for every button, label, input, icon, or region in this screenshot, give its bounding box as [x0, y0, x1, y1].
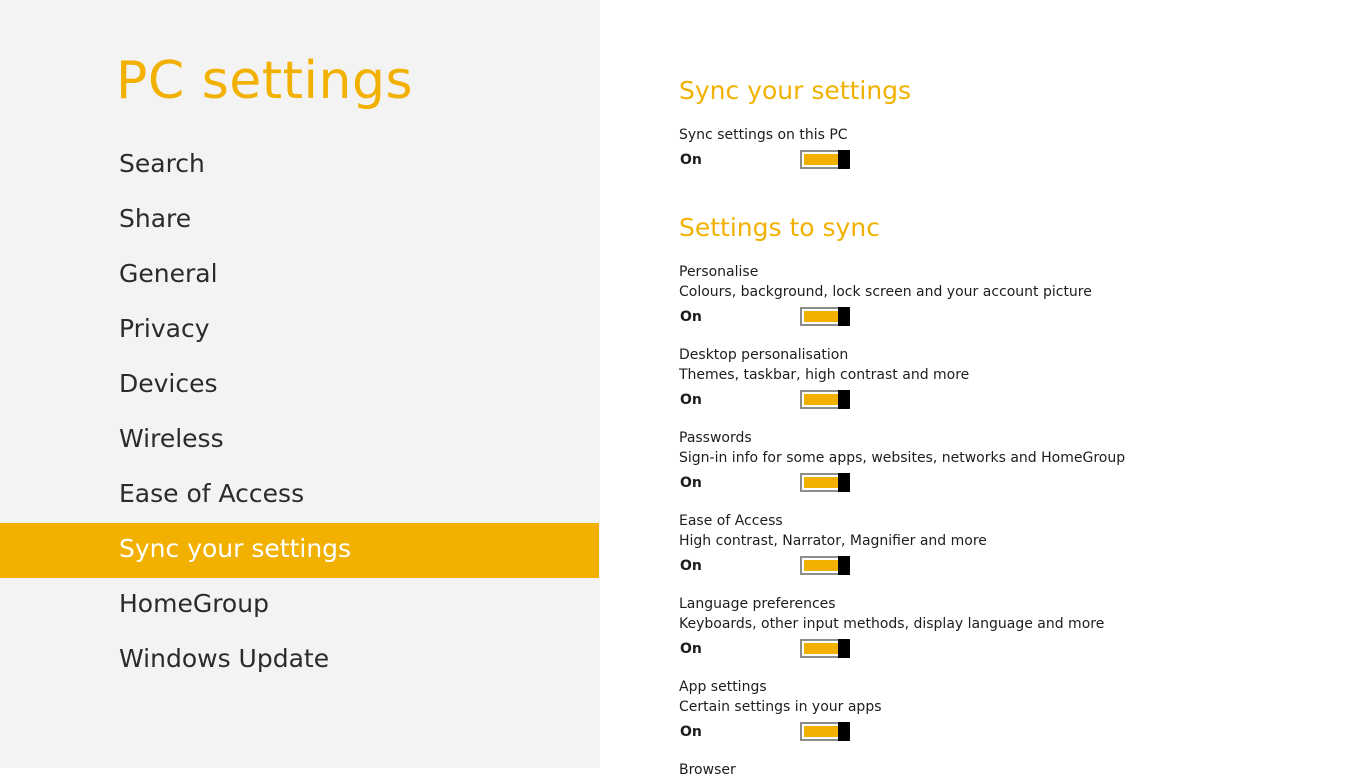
- setting-title: App settings: [679, 679, 767, 695]
- setting-title: Desktop personalisation: [679, 347, 849, 363]
- sidebar-item-devices[interactable]: Devices: [119, 369, 218, 398]
- toggle-fill: [804, 394, 838, 405]
- toggle-state-label: On: [680, 641, 702, 657]
- passwords-setting: [679, 428, 1319, 498]
- toggle-fill: [804, 311, 838, 322]
- ease-of-access-toggle[interactable]: [800, 556, 850, 575]
- sync-settings-toggle[interactable]: [800, 150, 850, 169]
- sidebar-item-sync-your-settings[interactable]: Sync your settings: [0, 523, 599, 578]
- toggle-row: [679, 385, 1319, 415]
- personalise-setting: [679, 262, 1319, 332]
- setting-description: Colours, background, lock screen and your account picture: [679, 284, 1092, 300]
- setting-description: Themes, taskbar, high contrast and more: [679, 367, 970, 383]
- setting-title: Ease of Access: [679, 513, 783, 529]
- sidebar-item-privacy[interactable]: Privacy: [119, 314, 210, 343]
- toggle-state-label: On: [680, 475, 702, 491]
- toggle-fill: [804, 560, 838, 571]
- page-title: PC settings: [116, 51, 414, 111]
- sidebar-item-search[interactable]: Search: [119, 149, 205, 178]
- toggle-row: [679, 468, 1319, 498]
- sidebar: [0, 0, 600, 768]
- setting-description: Sign-in info for some apps, websites, networks and HomeGroup: [679, 450, 1126, 466]
- toggle-row: [679, 302, 1319, 332]
- sidebar-item-ease-of-access[interactable]: Ease of Access: [119, 479, 305, 508]
- sidebar-item-share[interactable]: Share: [119, 204, 192, 233]
- app-settings-toggle[interactable]: [800, 722, 850, 741]
- toggle-row: [679, 634, 1319, 664]
- setting-title: Personalise: [679, 264, 759, 280]
- setting-description: Keyboards, other input methods, display language and more: [679, 616, 1105, 632]
- sidebar-item-general[interactable]: General: [119, 259, 218, 288]
- sidebar-item-homegroup[interactable]: HomeGroup: [119, 589, 269, 618]
- toggle-thumb[interactable]: [838, 473, 850, 492]
- setting-description: High contrast, Narrator, Magnifier and more: [679, 533, 987, 549]
- app-settings-setting: [679, 677, 1319, 747]
- toggle-fill: [804, 726, 838, 737]
- toggle-state-label: On: [680, 724, 702, 740]
- toggle-fill: [804, 643, 838, 654]
- toggle-thumb[interactable]: [838, 722, 850, 741]
- setting-description: Certain settings in your apps: [679, 699, 882, 715]
- toggle-thumb[interactable]: [838, 390, 850, 409]
- toggle-state-label: On: [680, 152, 702, 168]
- browser-setting: [679, 760, 1319, 780]
- language-preferences-toggle[interactable]: [800, 639, 850, 658]
- sync-your-settings-heading: Sync your settings: [679, 76, 912, 105]
- sync-settings-on-this-pc-setting: [679, 125, 1319, 175]
- toggle-fill: [804, 154, 838, 165]
- personalise-toggle[interactable]: [800, 307, 850, 326]
- toggle-state-label: On: [680, 392, 702, 408]
- setting-title: Browser: [679, 762, 736, 778]
- sidebar-item-windows-update[interactable]: Windows Update: [119, 644, 330, 673]
- toggle-state-label: On: [680, 558, 702, 574]
- sidebar-nav: [0, 138, 599, 688]
- toggle-row: [679, 145, 1319, 175]
- passwords-toggle[interactable]: [800, 473, 850, 492]
- desktop-personalisation-toggle[interactable]: [800, 390, 850, 409]
- settings-to-sync-heading: Settings to sync: [679, 213, 880, 242]
- setting-title: Language preferences: [679, 596, 836, 612]
- setting-title: Sync settings on this PC: [679, 127, 848, 143]
- language-preferences-setting: [679, 594, 1319, 664]
- toggle-row: [679, 717, 1319, 747]
- toggle-thumb[interactable]: [838, 307, 850, 326]
- toggle-thumb[interactable]: [838, 639, 850, 658]
- content-pane: [679, 0, 1339, 778]
- desktop-personalisation-setting: [679, 345, 1319, 415]
- ease-of-access-setting: [679, 511, 1319, 581]
- toggle-fill: [804, 477, 838, 488]
- setting-title: Passwords: [679, 430, 752, 446]
- toggle-state-label: On: [680, 309, 702, 325]
- sidebar-item-wireless[interactable]: Wireless: [119, 424, 224, 453]
- toggle-thumb[interactable]: [838, 150, 850, 169]
- toggle-thumb[interactable]: [838, 556, 850, 575]
- toggle-row: [679, 551, 1319, 581]
